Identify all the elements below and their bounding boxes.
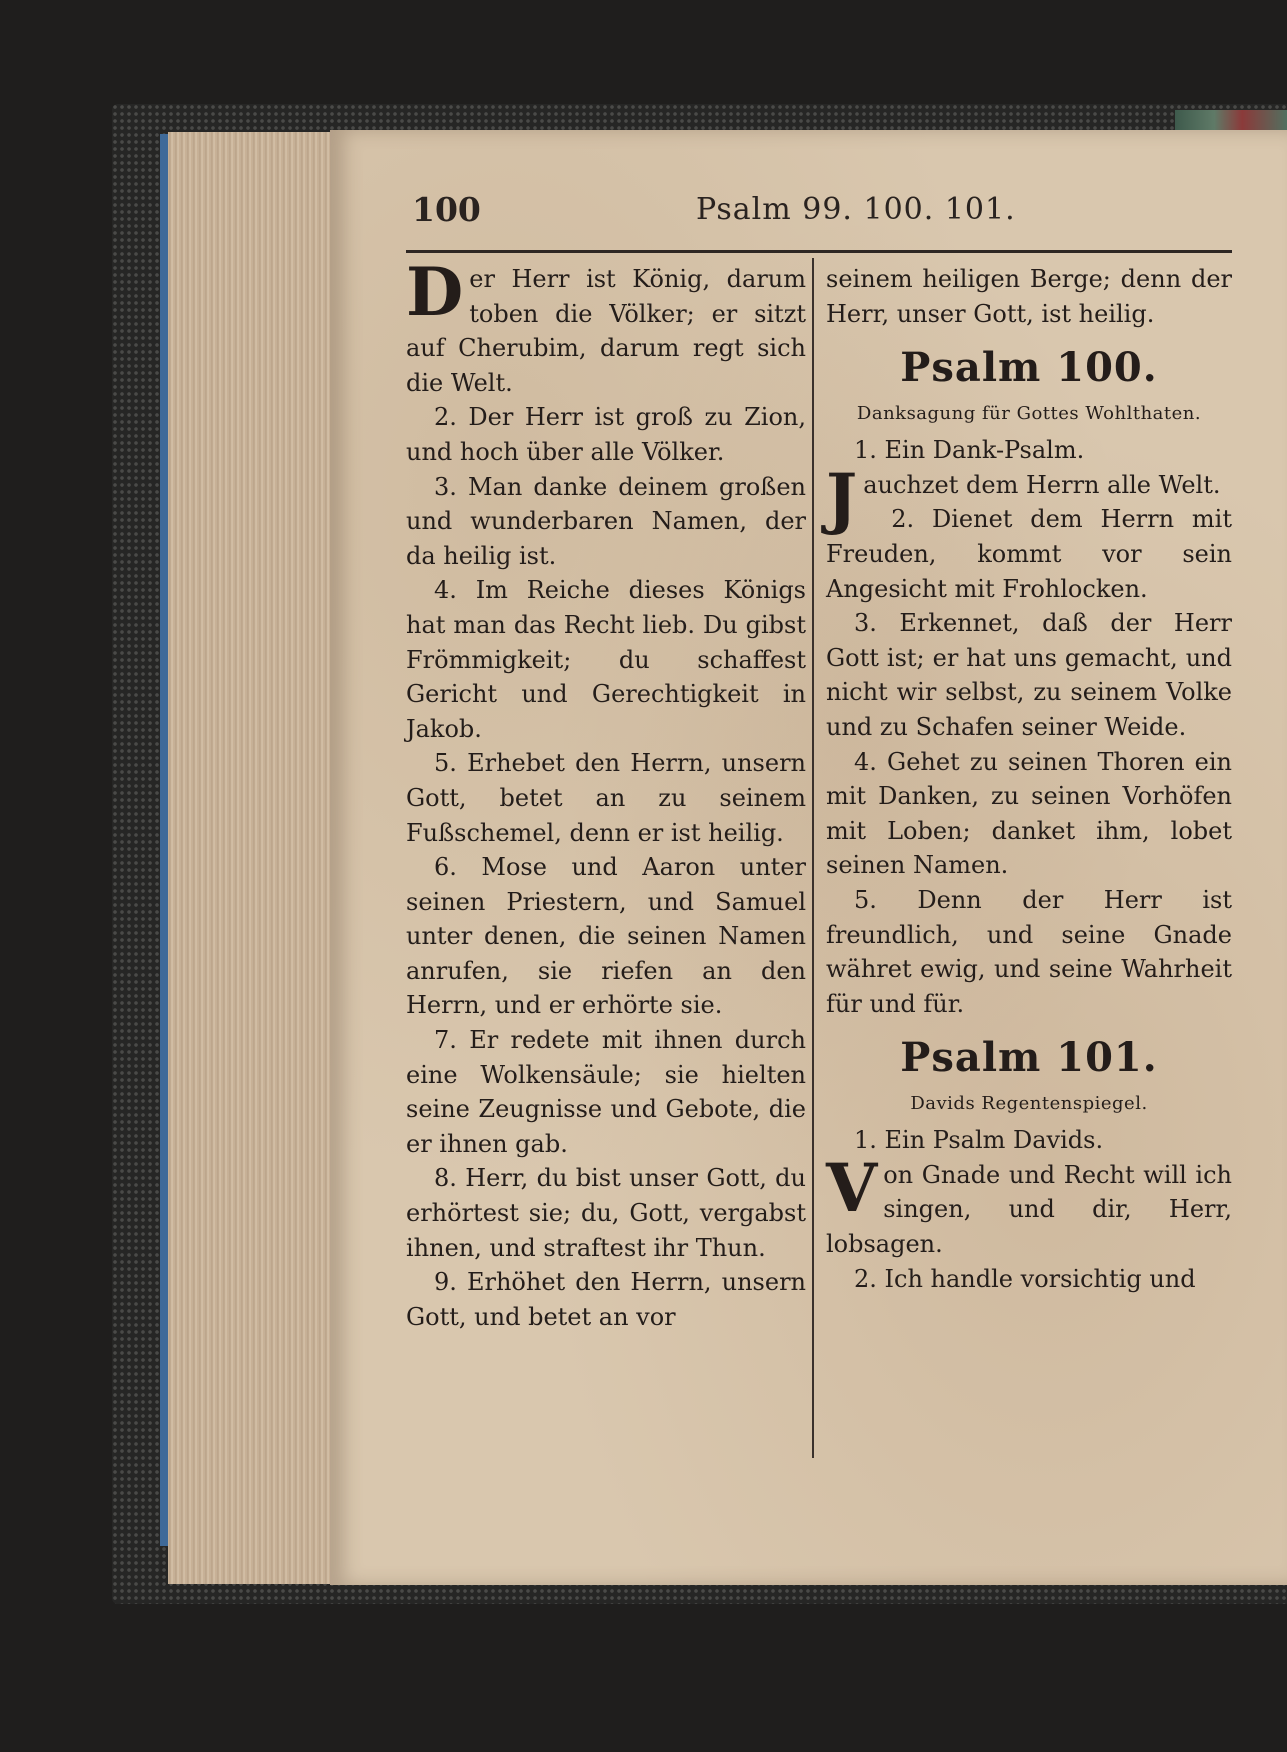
psalm-101-heading: 1. Ein Psalm Davids. — [854, 1126, 1104, 1155]
psalm-100-verse-5: 5. Denn der Herr ist freundlich, und seine Gnade währet ewig, und seine Wahrheit für und für. — [826, 885, 1232, 1018]
psalm-100-title: Psalm 100. — [900, 344, 1158, 392]
psalm-100-verse-3: 3. Erkennet, daß der Herr Gott ist; er hat uns gemacht, und nicht wir selbst, zu seinem Volke und zu Schafen seiner Weide. — [826, 609, 1232, 741]
psalm-101-title: Psalm 101. — [900, 1034, 1158, 1082]
blue-page-edge — [160, 134, 168, 1546]
psalm-101-subtitle: Davids Regentenspiegel. — [910, 1093, 1148, 1115]
psalm-100-verse-2: 2. Dienet dem Herrn mit Freuden, kommt vor sein Angesicht mit Frohlocken. — [826, 505, 1232, 603]
verse-3: 3. Man danke deinem großen und wunderbaren Namen, der da heilig ist. — [406, 472, 806, 570]
verse-8: 8. Herr, du bist unser Gott, du erhörtest sie; du, Gott, vergabst ihnen, und straftest ihr Thun. — [406, 1164, 806, 1262]
page-edges — [168, 132, 338, 1584]
header-rule — [406, 250, 1232, 253]
verse-2: 2. Der Herr ist groß zu Zion, und hoch über alle Völker. — [406, 403, 806, 466]
psalm-100-heading: 1. Ein Dank-Psalm. — [854, 436, 1085, 465]
psalm-100-verse-4: 4. Gehet zu seinen Thoren ein mit Danken, zu seinen Vorhöfen mit Loben; danket ihm, lobet seinen Namen. — [826, 747, 1232, 880]
column-divider — [812, 258, 814, 1458]
verse-7: 7. Er redete mit ihnen durch eine Wolkensäule; sie hielten seine Zeugnisse und Gebote, die er ihnen gab. — [406, 1026, 806, 1158]
verse-9: 9. Erhöhet den Herrn, unsern Gott, und betet an vor — [406, 1268, 806, 1331]
verse-4: 4. Im Reiche dieses Königs hat man das Recht lieb. Du gibst Frömmigkeit; du schaffest Gericht und Gerechtigkeit in Jakob. — [406, 576, 806, 743]
left-column — [406, 253, 806, 1334]
page-header — [406, 190, 1232, 234]
verse-6: 6. Mose und Aaron unter seinen Priestern, und Samuel unter denen, die seinen Namen anrufen, sie riefen an den Herrn, und er erhörte sie. — [406, 853, 806, 1020]
psalm-101-verse-1: Von Gnade und Recht will ich singen, und dir, Herr, lobsagen. — [826, 1148, 1232, 1259]
page-number: 100 — [412, 190, 481, 229]
psalm-100-subtitle: Danksagung für Gottes Wohlthaten. — [856, 403, 1202, 425]
verse-1: Der Herr ist König, darum toben die Völker; er sitzt auf Cherubim, darum regt sich die Welt. — [406, 253, 806, 397]
psalm-99-continuation: seinem heiligen Berge; denn der Herr, unser Gott, ist heilig. — [826, 265, 1232, 328]
right-column — [826, 262, 1232, 1296]
psalm-101-verse-2: 2. Ich handle vorsichtig und — [854, 1264, 1196, 1293]
running-head: Psalm 99. 100. 101. — [696, 192, 1016, 227]
psalm-100-verse-1: Jauchzet dem Herrn alle Welt. — [826, 458, 1221, 537]
verse-5: 5. Erhebet den Herrn, unsern Gott, betet an zu seinem Fußschemel, denn er ist heilig. — [406, 749, 806, 847]
